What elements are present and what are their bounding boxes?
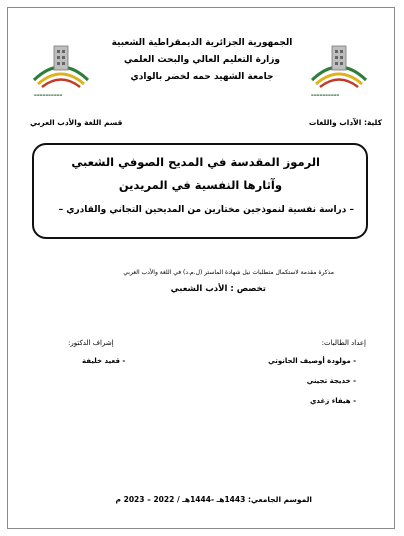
student-name: - مولودة أوصيف الحانوتي xyxy=(268,357,356,365)
logo-caption-left: ▬▬▬▬▬▬▬▬▬▬ xyxy=(34,93,63,97)
title-line-2: وآثارها النفسية في المريدين xyxy=(118,178,282,192)
logo-caption-right: ▬▬▬▬▬▬▬▬▬▬ xyxy=(311,93,340,97)
students-label: إعداد الطالبات: xyxy=(321,339,366,347)
supervisor-name: - قعيد خليفة xyxy=(82,357,126,365)
university-line: جامعة الشهيد حمه لخضر بالوادي xyxy=(130,72,274,82)
academic-season: الموسم الجامعي: 1443هـ -1444هـ / 2022 – 2023 م xyxy=(115,495,312,504)
student-name: - هيفاء زغدي xyxy=(309,397,356,405)
faculty-label: كلية: الآداب واللغات xyxy=(308,118,382,127)
department-label: قسم اللغة والأدب العربي xyxy=(30,118,123,127)
title-line-1: الرموز المقدسة في المديح الصوفي الشعبي xyxy=(71,155,320,169)
ministry-line: وزارة التعليم العالي والبحث العلمي xyxy=(123,55,281,65)
student-name: - خديجة تجيني xyxy=(306,377,356,385)
cover-page xyxy=(7,7,395,529)
university-logo-icon xyxy=(308,40,370,92)
memo-statement: مذكرة مقدمة لاستكمال متطلبات نيل شهادة الماستر (ل.م.د) في اللغة والأدب العربي xyxy=(123,269,334,276)
supervisor-label: إشراف الدكتور: xyxy=(68,339,114,347)
title-box xyxy=(32,143,368,239)
subtitle: – دراسة نفسية لنموذجين مختارين من المديحين التجاني والقادري – xyxy=(58,205,354,215)
specialty-label: تخصص : الأدب الشعبي xyxy=(170,284,266,294)
republic-line: الجمهورية الجزائرية الديمقراطية الشعبية xyxy=(111,38,293,48)
university-logo-icon xyxy=(30,40,92,92)
